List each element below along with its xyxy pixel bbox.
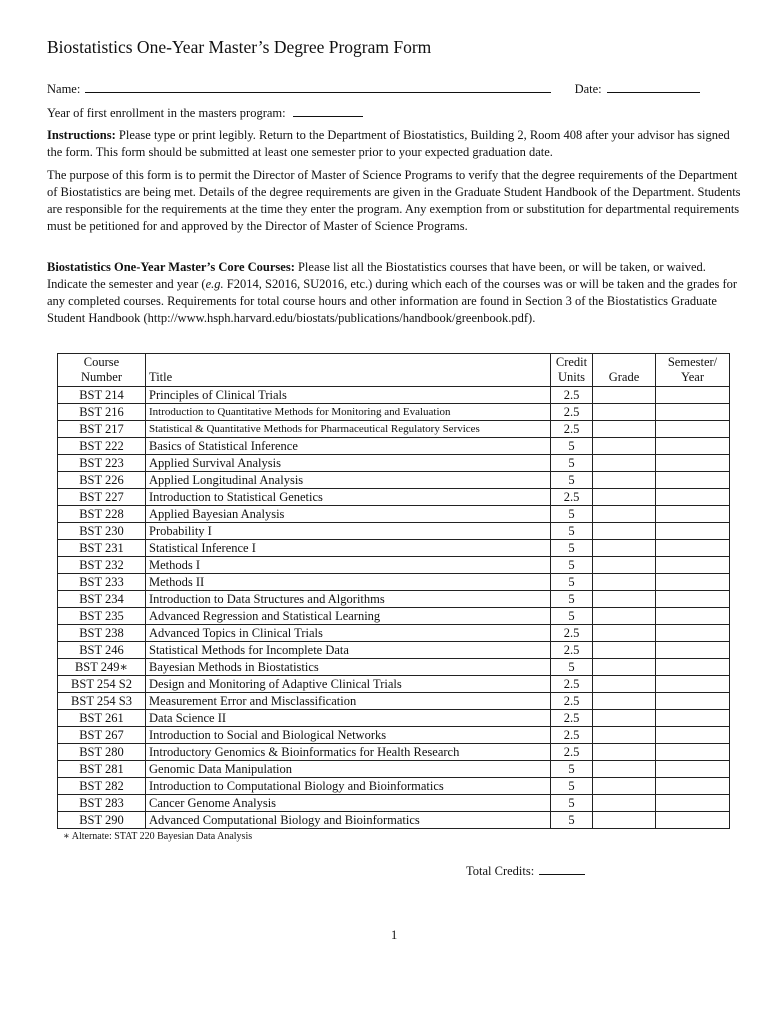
header-credit-units: Credit Units [551, 354, 593, 387]
total-credits-row [466, 862, 585, 879]
semester-year-cell[interactable] [656, 438, 730, 455]
credit-units: 2.5 [551, 676, 593, 693]
table-row [58, 421, 730, 438]
course-title: Advanced Regression and Statistical Learning [146, 608, 551, 625]
course-title: Applied Survival Analysis [146, 455, 551, 472]
table-row [58, 591, 730, 608]
table-row [58, 727, 730, 744]
table-row [58, 455, 730, 472]
semester-year-cell[interactable] [656, 472, 730, 489]
credit-units: 2.5 [551, 744, 593, 761]
table-row [58, 387, 730, 404]
date-field[interactable] [607, 80, 700, 93]
course-number: BST 280 [58, 744, 146, 761]
semester-year-cell[interactable] [656, 625, 730, 642]
table-row [58, 659, 730, 676]
course-title: Introduction to Data Structures and Algorithms [146, 591, 551, 608]
semester-year-cell[interactable] [656, 761, 730, 778]
course-title: Introductory Genomics & Bioinformatics for Health Research [146, 744, 551, 761]
table-row [58, 710, 730, 727]
table-row [58, 761, 730, 778]
credit-units: 5 [551, 540, 593, 557]
course-number: BST 238 [58, 625, 146, 642]
course-title: Applied Longitudinal Analysis [146, 472, 551, 489]
table-row [58, 693, 730, 710]
grade-cell[interactable] [593, 761, 656, 778]
credit-units: 5 [551, 761, 593, 778]
grade-cell[interactable] [593, 795, 656, 812]
name-label: Name: [47, 82, 81, 96]
table-header-row [58, 354, 730, 387]
instructions-paragraph [47, 127, 747, 161]
course-number: BST 222 [58, 438, 146, 455]
table-row [58, 438, 730, 455]
grade-cell[interactable] [593, 744, 656, 761]
course-title: Cancer Genome Analysis [146, 795, 551, 812]
courses-table [57, 353, 730, 829]
credit-units: 5 [551, 455, 593, 472]
core-courses-label: Biostatistics One-Year Master’s Core Courses: [47, 260, 295, 274]
course-number: BST 234 [58, 591, 146, 608]
grade-cell[interactable] [593, 625, 656, 642]
course-number: BST 232 [58, 557, 146, 574]
semester-year-cell[interactable] [656, 387, 730, 404]
semester-year-cell[interactable] [656, 489, 730, 506]
header-title: Title [146, 354, 551, 387]
credit-units: 2.5 [551, 710, 593, 727]
course-number: BST 223 [58, 455, 146, 472]
course-title: Data Science II [146, 710, 551, 727]
course-title: Introduction to Statistical Genetics [146, 489, 551, 506]
table-row [58, 676, 730, 693]
grade-cell[interactable] [593, 812, 656, 829]
grade-cell[interactable] [593, 455, 656, 472]
credit-units: 5 [551, 608, 593, 625]
grade-cell[interactable] [593, 693, 656, 710]
date-label: Date: [574, 82, 602, 96]
credit-units: 2.5 [551, 387, 593, 404]
table-row [58, 472, 730, 489]
semester-year-cell[interactable] [656, 642, 730, 659]
course-title: Principles of Clinical Trials [146, 387, 551, 404]
course-title: Advanced Computational Biology and Bioinformatics [146, 812, 551, 829]
grade-cell[interactable] [593, 642, 656, 659]
semester-year-cell[interactable] [656, 659, 730, 676]
course-title: Statistical Inference I [146, 540, 551, 557]
table-row [58, 523, 730, 540]
course-number: BST 282 [58, 778, 146, 795]
course-title: Methods I [146, 557, 551, 574]
grade-cell[interactable] [593, 608, 656, 625]
purpose-paragraph: The purpose of this form is to permit the Director of Master of Science Programs to verify that the degree requirements of the Department of Biostatistics are being met. Details of the degree requirements are given in the Graduate Student Handbook of the Department. Students are responsible for the requirements at the time they enter the program. Any exemption from or substitution for departmental requirements must be petitioned for and approved by the Director of Master of Science Programs. [47, 168, 741, 233]
course-number: BST 226 [58, 472, 146, 489]
enrollment-row [47, 104, 363, 121]
grade-cell[interactable] [593, 778, 656, 795]
course-title: Measurement Error and Misclassification [146, 693, 551, 710]
credit-units: 5 [551, 523, 593, 540]
course-title: Statistical Methods for Incomplete Data [146, 642, 551, 659]
course-title: Basics of Statistical Inference [146, 438, 551, 455]
semester-year-cell[interactable] [656, 574, 730, 591]
course-number: BST 231 [58, 540, 146, 557]
credit-units: 5 [551, 659, 593, 676]
credit-units: 5 [551, 506, 593, 523]
grade-cell[interactable] [593, 404, 656, 421]
course-number: BST 246 [58, 642, 146, 659]
table-row [58, 812, 730, 829]
course-number: BST 261 [58, 710, 146, 727]
course-number: BST 290 [58, 812, 146, 829]
core-courses-text-1: Please list all the Biostatistics courses that have been, or will be taken, or waived. Indicate the semester and year ( [47, 260, 706, 291]
instructions-label: Instructions: [47, 128, 116, 142]
table-row [58, 625, 730, 642]
semester-year-cell[interactable] [656, 693, 730, 710]
course-title: Advanced Topics in Clinical Trials [146, 625, 551, 642]
grade-cell[interactable] [593, 574, 656, 591]
grade-cell[interactable] [593, 659, 656, 676]
table-row [58, 506, 730, 523]
semester-year-cell[interactable] [656, 591, 730, 608]
page-title: Biostatistics One-Year Master’s Degree Program Form [47, 37, 432, 57]
credit-units: 5 [551, 591, 593, 608]
semester-year-cell[interactable] [656, 404, 730, 421]
enrollment-year-field[interactable] [293, 104, 363, 117]
course-title: Statistical & Quantitative Methods for Pharmaceutical Regulatory Services [146, 421, 551, 438]
course-number: BST 254 S3 [58, 693, 146, 710]
credit-units: 2.5 [551, 404, 593, 421]
grade-cell[interactable] [593, 489, 656, 506]
grade-cell[interactable] [593, 472, 656, 489]
course-title: Methods II [146, 574, 551, 591]
semester-year-cell[interactable] [656, 557, 730, 574]
grade-cell[interactable] [593, 421, 656, 438]
table-row [58, 642, 730, 659]
enrollment-year-label: Year of first enrollment in the masters program: [47, 106, 286, 120]
semester-year-cell[interactable] [656, 455, 730, 472]
course-title: Design and Monitoring of Adaptive Clinical Trials [146, 676, 551, 693]
credit-units: 5 [551, 778, 593, 795]
grade-cell[interactable] [593, 710, 656, 727]
course-number: BST 217 [58, 421, 146, 438]
semester-year-cell[interactable] [656, 812, 730, 829]
credit-units: 2.5 [551, 421, 593, 438]
course-title: Genomic Data Manipulation [146, 761, 551, 778]
semester-year-cell[interactable] [656, 608, 730, 625]
course-title: Introduction to Computational Biology and Bioinformatics [146, 778, 551, 795]
header-course-number: Course Number [58, 354, 146, 387]
grade-cell[interactable] [593, 591, 656, 608]
total-credits-field[interactable] [539, 862, 585, 875]
credit-units: 5 [551, 574, 593, 591]
credit-units: 2.5 [551, 625, 593, 642]
credit-units: 5 [551, 438, 593, 455]
course-number: BST 254 S2 [58, 676, 146, 693]
semester-year-cell[interactable] [656, 506, 730, 523]
header-semester-year: Semester/ Year [656, 354, 730, 387]
course-title: Bayesian Methods in Biostatistics [146, 659, 551, 676]
table-row [58, 574, 730, 591]
course-number: BST 235 [58, 608, 146, 625]
credit-units: 5 [551, 795, 593, 812]
core-courses-paragraph [47, 259, 747, 327]
grade-cell[interactable] [593, 438, 656, 455]
course-number: BST 283 [58, 795, 146, 812]
course-number: BST 249∗ [58, 659, 146, 676]
credit-units: 2.5 [551, 727, 593, 744]
footnote: ∗ Alternate: STAT 220 Bayesian Data Analysis [63, 831, 253, 842]
semester-year-cell[interactable] [656, 727, 730, 744]
semester-year-cell[interactable] [656, 523, 730, 540]
semester-year-cell[interactable] [656, 744, 730, 761]
course-title: Introduction to Social and Biological Networks [146, 727, 551, 744]
semester-year-cell[interactable] [656, 778, 730, 795]
course-number: BST 228 [58, 506, 146, 523]
grade-cell[interactable] [593, 506, 656, 523]
core-courses-eg: e.g. [205, 277, 224, 291]
course-number: BST 230 [58, 523, 146, 540]
core-courses-text-2: F2014, S2016, SU2016, etc.) during which each of the courses was or will be taken and the grades for any completed courses. Requirements for total course hours and other information are found in Section 3 of the Biostatistics Graduate Student Handbook (http://www.hsph.harvard.edu/biostats/publications/handbook/greenbook.pdf). [47, 277, 738, 325]
course-number: BST 216 [58, 404, 146, 421]
name-field[interactable] [85, 80, 551, 93]
course-title: Introduction to Quantitative Methods for Monitoring and Evaluation [146, 404, 551, 421]
table-row [58, 608, 730, 625]
course-title: Applied Bayesian Analysis [146, 506, 551, 523]
credit-units: 5 [551, 557, 593, 574]
grade-cell[interactable] [593, 676, 656, 693]
semester-year-cell[interactable] [656, 795, 730, 812]
semester-year-cell[interactable] [656, 676, 730, 693]
table-row [58, 557, 730, 574]
course-number: BST 227 [58, 489, 146, 506]
credit-units: 2.5 [551, 693, 593, 710]
table-row [58, 778, 730, 795]
total-credits-label: Total Credits: [466, 864, 535, 878]
grade-cell[interactable] [593, 727, 656, 744]
table-row [58, 540, 730, 557]
grade-cell[interactable] [593, 387, 656, 404]
credit-units: 5 [551, 472, 593, 489]
header-grade: Grade [593, 354, 656, 387]
course-number: BST 281 [58, 761, 146, 778]
grade-cell[interactable] [593, 523, 656, 540]
semester-year-cell[interactable] [656, 540, 730, 557]
grade-cell[interactable] [593, 540, 656, 557]
course-number: BST 267 [58, 727, 146, 744]
table-row [58, 744, 730, 761]
credit-units: 5 [551, 812, 593, 829]
credit-units: 2.5 [551, 642, 593, 659]
course-number: BST 214 [58, 387, 146, 404]
instructions-text: Please type or print legibly. Return to the Department of Biostatistics, Building 2, Room 408 after your advisor has signed the form. This form should be submitted at least one semester prior to your expected graduation date. [47, 128, 730, 159]
table-row [58, 404, 730, 421]
name-date-row [47, 80, 700, 97]
page-number: 1 [391, 928, 398, 942]
table-row [58, 795, 730, 812]
semester-year-cell[interactable] [656, 421, 730, 438]
semester-year-cell[interactable] [656, 710, 730, 727]
table-row [58, 489, 730, 506]
grade-cell[interactable] [593, 557, 656, 574]
course-number: BST 233 [58, 574, 146, 591]
credit-units: 2.5 [551, 489, 593, 506]
course-title: Probability I [146, 523, 551, 540]
